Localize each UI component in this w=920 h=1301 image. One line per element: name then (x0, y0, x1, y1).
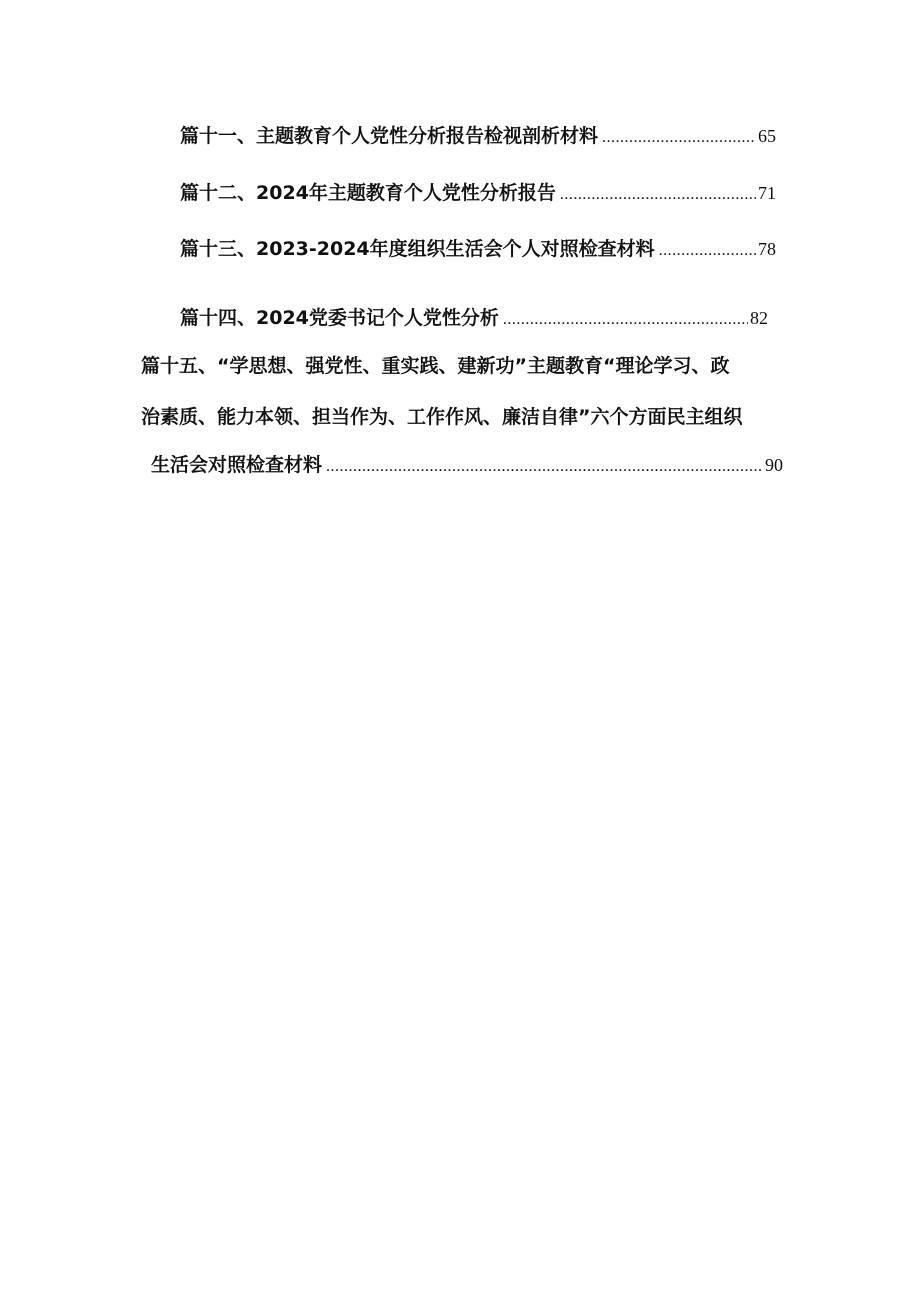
toc-entry[interactable] (180, 236, 776, 264)
toc-entry-title: 篇十四、2024党委书记个人党性分析 (180, 307, 499, 329)
toc-entry-last-line (151, 452, 783, 480)
toc-entry-title-line: 治素质、能力本领、担当作为、工作作风、廉洁自律”六个方面民主组织 (141, 406, 743, 428)
toc-entry-title: 篇十一、主题教育个人党性分析报告检视剖析材料 (180, 125, 599, 147)
toc-page-number: 71 (758, 183, 776, 203)
toc-entry-title-line: 篇十五、“学思想、强党性、重实践、建新功”主题教育“理论学习、政 (141, 355, 730, 377)
toc-page-number: 78 (758, 239, 776, 259)
toc-entry-title-line: 生活会对照检查材料 (151, 454, 323, 476)
toc-leader-dots (560, 182, 756, 208)
toc-page-number: 65 (758, 126, 776, 146)
toc-page-number: 90 (765, 455, 783, 475)
toc-entry[interactable] (180, 180, 776, 208)
toc-leader-dots (659, 238, 756, 264)
toc-page-number: 82 (750, 308, 768, 328)
toc-entry-title: 篇十三、2023-2024年度组织生活会个人对照检查材料 (180, 238, 655, 260)
toc-leader-dots (503, 307, 748, 333)
toc-leader-dots (602, 125, 756, 151)
toc-entry-title: 篇十二、2024年主题教育个人党性分析报告 (180, 182, 556, 204)
toc-entry[interactable] (180, 123, 776, 151)
toc-leader-dots (326, 454, 763, 480)
toc-entry[interactable] (180, 305, 768, 333)
